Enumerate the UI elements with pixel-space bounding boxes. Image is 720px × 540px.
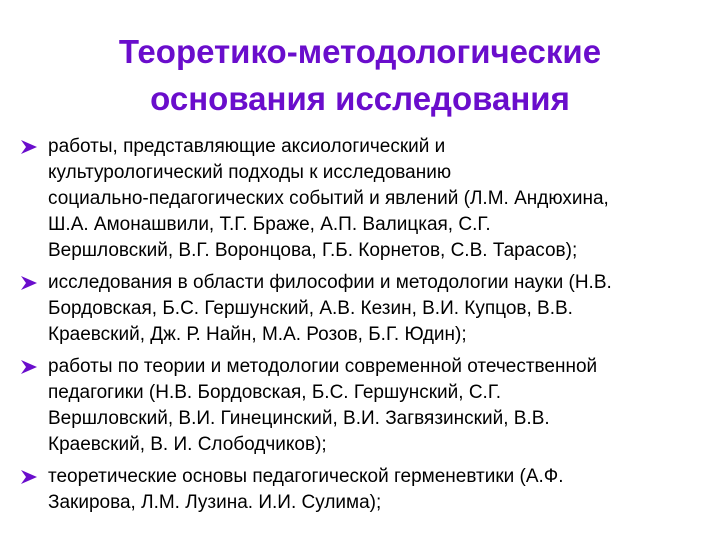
list-item-line: исследования в области философии и методологии науки (Н.В. — [48, 272, 612, 293]
arrow-bullet-icon — [20, 275, 38, 291]
list-item — [20, 134, 710, 264]
list-item-line: Вершловский, В.Г. Воронцова, Г.Б. Корнетов, С.В. Тарасов); — [48, 240, 578, 261]
list-item-line: Закирова, Л.М. Лузина. И.И. Сулима); — [48, 492, 382, 513]
list-item-line: социально-педагогических событий и явлений (Л.М. Андюхина, — [48, 188, 609, 209]
arrow-bullet-icon — [20, 139, 38, 155]
list-item — [20, 270, 710, 348]
list-item-line: работы, представляющие аксиологический и — [48, 136, 446, 157]
list-item-line: Краевский, В. И. Слободчиков); — [48, 434, 327, 455]
list-item-line: теоретические основы педагогической герменевтики (А.Ф. — [48, 466, 564, 487]
slide-title-line-2: основания исследования — [150, 80, 570, 117]
list-item — [20, 464, 710, 516]
arrow-bullet-icon — [20, 469, 38, 485]
list-item-line: культурологический подходы к исследованию — [48, 162, 452, 183]
list-item-line: работы по теории и методологии современной отечественной — [48, 356, 598, 377]
list-item-line: педагогики (Н.В. Бордовская, Б.С. Гершунский, С.Г. — [48, 382, 502, 403]
slide-title — [0, 28, 720, 122]
list-item-line: Бордовская, Б.С. Гершунский, А.В. Кезин, В.И. Купцов, В.В. — [48, 298, 573, 319]
list-item-line: Вершловский, В.И. Гинецинский, В.И. Загвязинский, В.В. — [48, 408, 550, 429]
list-item-line: Ш.А. Амонашвили, Т.Г. Браже, А.П. Валицкая, С.Г. — [48, 214, 491, 235]
bullet-list — [20, 134, 710, 522]
list-item-line: Краевский, Дж. Р. Найн, М.А. Розов, Б.Г. Юдин); — [48, 324, 467, 345]
slide-title-line-1: Теоретико-методологические — [118, 33, 602, 70]
arrow-bullet-icon — [20, 359, 38, 375]
list-item — [20, 354, 710, 458]
